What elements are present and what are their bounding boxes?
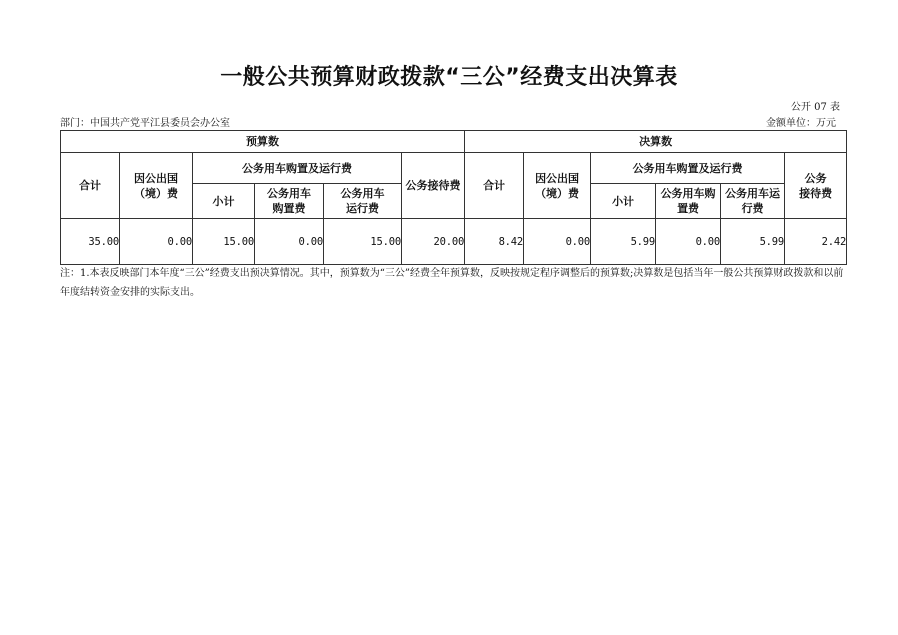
budget-reception-cell: 20.00 [402, 219, 465, 265]
budget-abroad-header: 因公出国 （境）费 [120, 153, 193, 219]
footnote: 注：1.本表反映部门本年度“三公”经费支出预决算情况。其中，预算数为“三公”经费全年预算数，反映按规定程序调整后的预算数;决算数是包括当年一般公共预算财政拨款和以前年度结转资金安排的实际支出。 [60, 268, 844, 298]
budget-total-cell: 35.00 [61, 219, 120, 265]
budget-vehicle-purchase-header: 公务用车 购置费 [255, 184, 324, 219]
final-vehicle-group-header: 公务用车购置及运行费 [591, 153, 785, 184]
budget-total-header: 合计 [61, 153, 120, 219]
page-title: 一般公共预算财政拨款“三公”经费支出决算表 [220, 65, 678, 90]
final-vehicle-operation-cell: 5.99 [721, 219, 785, 265]
budget-subtotal-cell: 15.00 [193, 219, 255, 265]
table-row [61, 219, 847, 265]
final-vehicle-operation-header: 公务用车运 行费 [721, 184, 785, 219]
final-vehicle-purchase-cell: 0.00 [656, 219, 721, 265]
final-abroad-header: 因公出国 （境）费 [524, 153, 591, 219]
final-reception-header: 公务 接待费 [785, 153, 847, 219]
budget-vehicle-operation-cell: 15.00 [324, 219, 402, 265]
final-group-header: 决算数 [465, 131, 847, 153]
budget-vehicle-purchase-cell: 0.00 [255, 219, 324, 265]
budget-vehicle-operation-header: 公务用车 运行费 [324, 184, 402, 219]
final-vehicle-purchase-header: 公务用车购 置费 [656, 184, 721, 219]
final-subtotal-header: 小计 [591, 184, 656, 219]
final-total-header: 合计 [465, 153, 524, 219]
final-abroad-cell: 0.00 [524, 219, 591, 265]
form-code: 公开 07 表 [790, 102, 840, 113]
three-public-expenses-table [60, 130, 847, 265]
final-reception-cell: 2.42 [785, 219, 847, 265]
final-subtotal-cell: 5.99 [591, 219, 656, 265]
budget-subtotal-header: 小计 [193, 184, 255, 219]
final-total-cell: 8.42 [465, 219, 524, 265]
budget-reception-header: 公务接待费 [402, 153, 465, 219]
amount-unit-label: 金额单位：万元 [766, 118, 836, 129]
budget-group-header: 预算数 [61, 131, 465, 153]
budget-vehicle-group-header: 公务用车购置及运行费 [193, 153, 402, 184]
department-label: 部门：中国共产党平江县委员会办公室 [60, 118, 230, 129]
budget-abroad-cell: 0.00 [120, 219, 193, 265]
